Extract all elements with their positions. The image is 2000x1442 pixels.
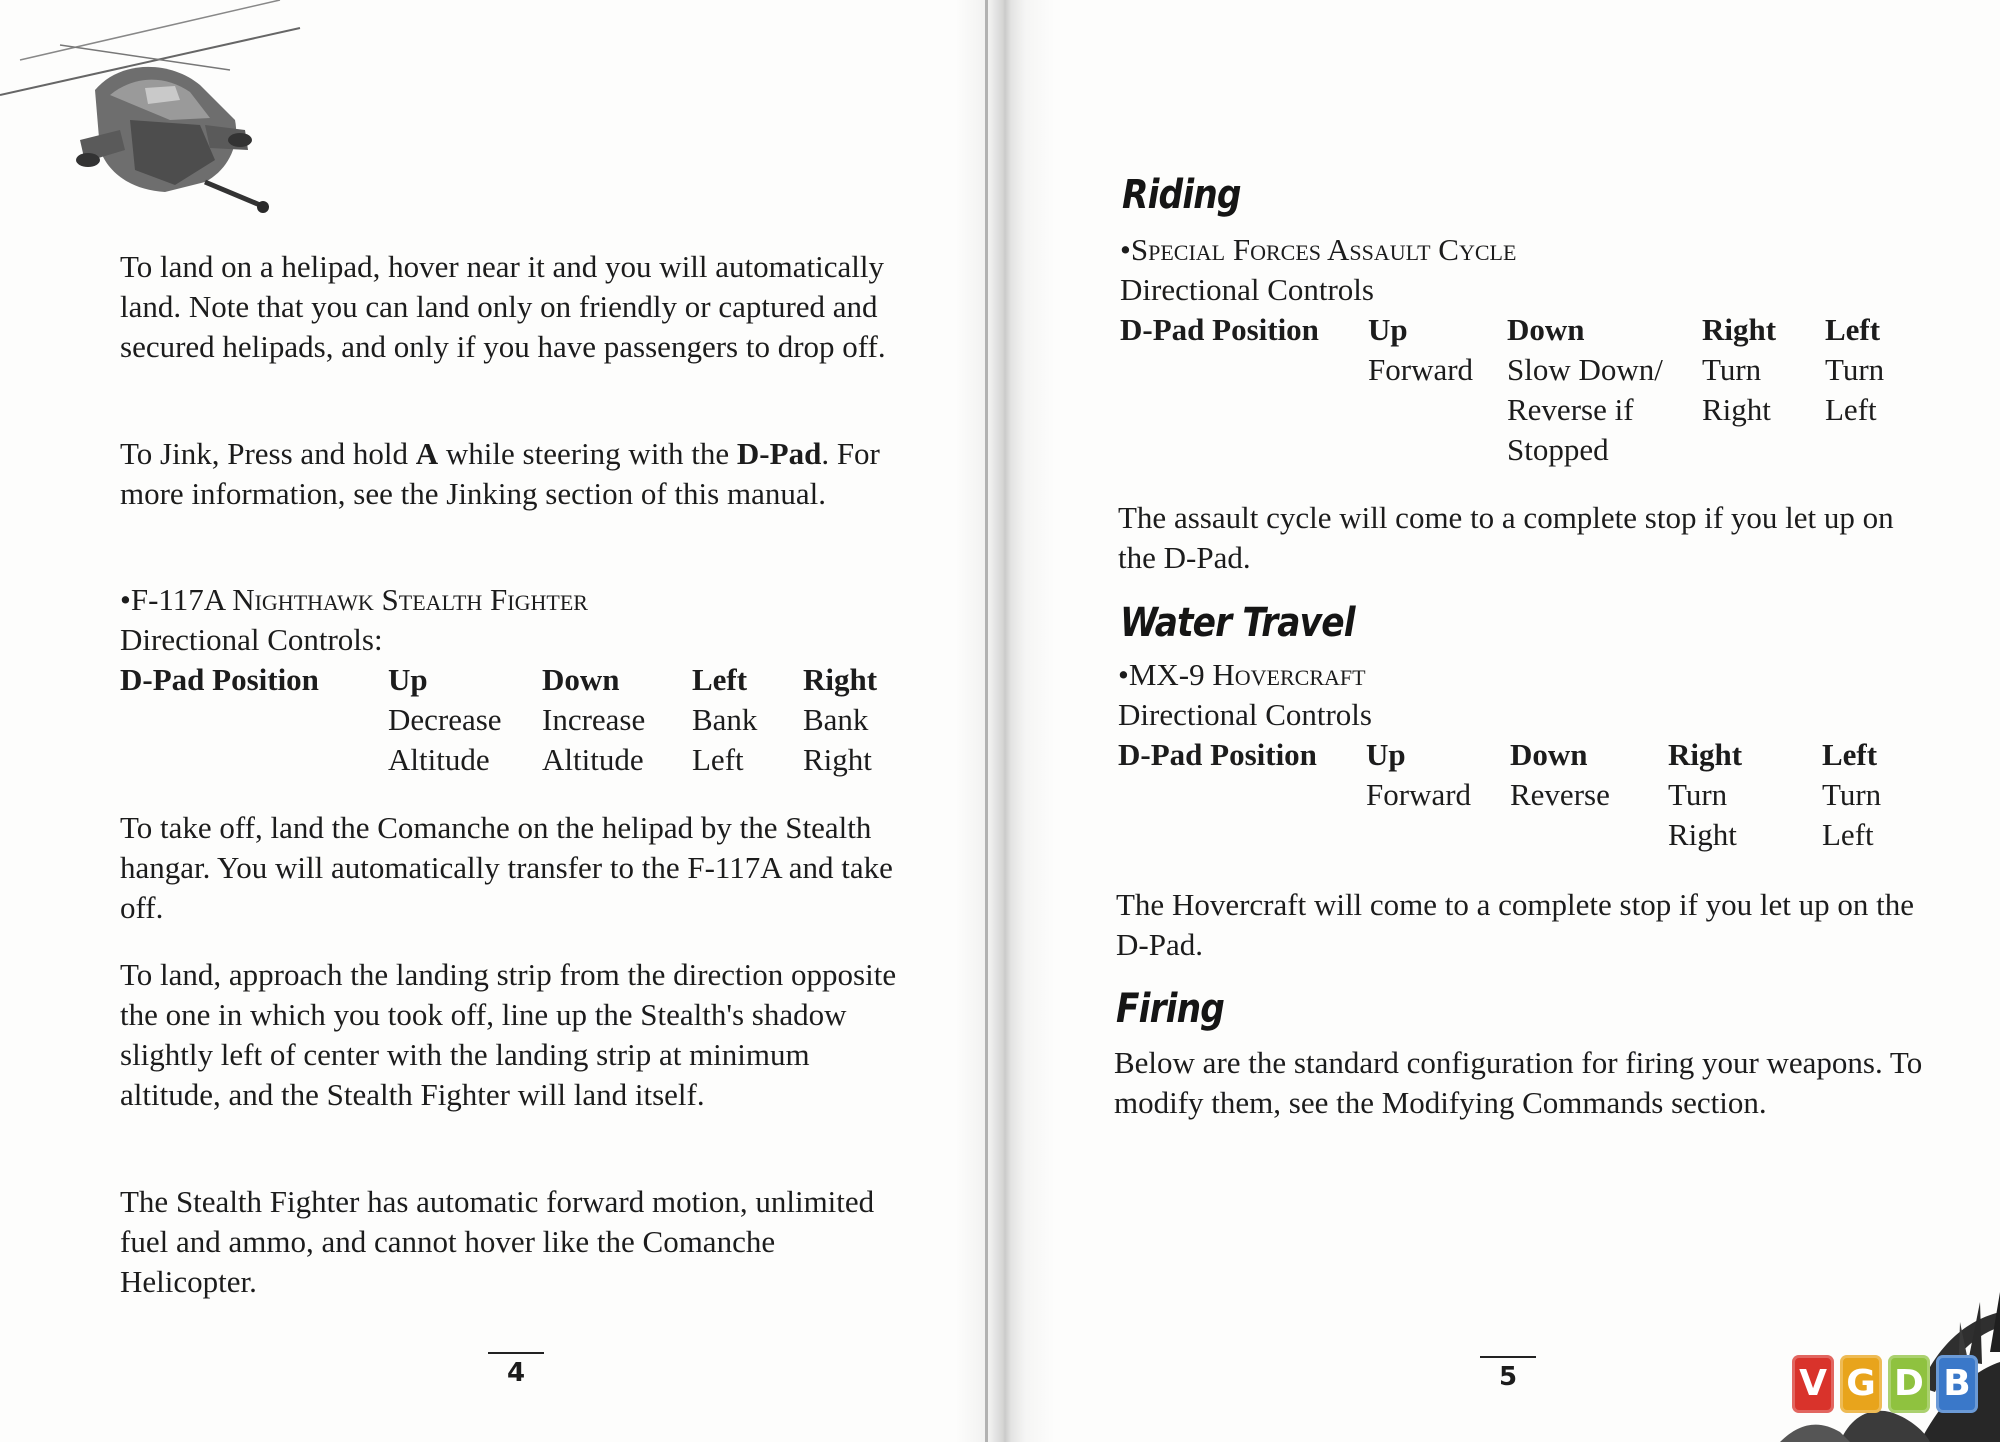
firing-paragraph: Below are the standard configuration for firing your weapons. To modify them, see the Modifying Commands section. [1114,1045,1923,1120]
col-down-value: Reverse [1510,777,1610,812]
col-left-header: Left [692,662,748,697]
vgdb-watermark [1792,1355,1992,1419]
jink-key: A [415,436,439,471]
hovercraft-heading [1118,655,1366,695]
bullet: • [1120,232,1131,267]
riding-title: Riding [1122,172,1241,218]
hovercraft-controls-table [1118,735,1918,865]
col-up-header: Up [388,662,428,697]
bullet: • [120,582,131,617]
helipad-landing-paragraph: To land on a helipad, hover near it and you will automatically land. Note that you can land only on friendly or captured and secured helipads, and only if you have passengers to drop off. [120,249,886,364]
assault-cycle-heading [1120,230,1516,270]
col-left-header: Left [1825,312,1881,347]
right-page [988,0,2000,1442]
stealth-fighter-paragraph: The Stealth Fighter has automatic forward motion, unlimited fuel and ammo, and cannot hover like the Comanche Helicopter. [120,1184,875,1299]
dpad-position-header: D-Pad Position [120,662,319,697]
col-left-value: Turn Left [1825,352,1885,427]
watermark-tile-g: G [1840,1355,1882,1413]
dpad-position-header: D-Pad Position [1120,312,1319,347]
stealth-fighter-heading [120,580,588,620]
col-right-header: Right [1668,737,1743,772]
helicopter-illustration [0,0,330,230]
vehicle-name: MX-9 Hovercraft [1128,657,1366,692]
col-down-header: Down [1510,737,1588,772]
col-down-header: Down [1507,312,1585,347]
watermark-tile-b: B [1936,1355,1978,1413]
bullet: • [1118,657,1129,692]
page-number-rule-left [488,1352,544,1354]
vehicle-name: Special Forces Assault Cycle [1130,232,1517,267]
col-up-value: Forward [1366,777,1472,812]
page-number-left: 4 [506,1358,526,1388]
jink-paragraph [120,434,920,514]
stealth-controls-table [120,660,920,790]
water-travel-title: Water Travel [1120,600,1355,646]
col-left-header: Left [1822,737,1878,772]
col-left-value: Turn Left [1822,777,1882,852]
col-up-header: Up [1368,312,1408,347]
col-up-header: Up [1366,737,1406,772]
page-number-rule-right [1480,1356,1536,1358]
takeoff-paragraph: To take off, land the Comanche on the helipad by the Stealth hangar. You will automatically transfer to the F-117A and take off. [120,810,893,925]
watermark-tile-d: D [1888,1355,1930,1413]
col-down-value: Increase Altitude [542,702,646,777]
vehicle-name: F-117A Nighthawk Stealth Fighter [130,582,588,617]
left-page [0,0,985,1442]
landing-strip-paragraph: To land, approach the landing strip from the direction opposite the one in which you took off, line up the Stealth's shadow slightly left of center with the landing strip at minimum altitude, and the Stealth Fighter will land itself. [120,957,897,1112]
col-right-value: Turn Right [1668,777,1737,852]
col-right-value: Bank Right [803,702,872,777]
firing-title: Firing [1116,986,1225,1032]
jink-dpad: D-Pad [736,436,822,471]
dpad-position-header: D-Pad Position [1118,737,1317,772]
hovercraft-note: The Hovercraft will come to a complete stop if you let up on the D-Pad. [1116,887,1915,962]
jink-text-2: while steering with the [438,436,737,471]
col-right-header: Right [1702,312,1777,347]
jink-text-1: To Jink, Press and hold [120,436,416,471]
directional-controls-label: Directional Controls [1120,272,1374,307]
col-up-value: Decrease Altitude [388,702,502,777]
assault-cycle-note: The assault cycle will come to a complete stop if you let up on the D-Pad. [1118,500,1894,575]
col-right-header: Right [803,662,878,697]
directional-controls-label: Directional Controls: [120,622,383,657]
col-left-value: Bank Left [692,702,758,777]
page-number-right: 5 [1498,1362,1518,1392]
col-down-header: Down [542,662,620,697]
jink-text-3: . For more information, see the Jinking section of this manual. [120,436,880,511]
directional-controls-label: Directional Controls [1118,697,1372,732]
watermark-tile-v: V [1792,1355,1834,1413]
col-up-value: Forward [1368,352,1474,387]
col-right-value: Turn Right [1702,352,1771,427]
col-down-value: Slow Down/ Reverse if Stopped [1507,352,1663,467]
assault-cycle-controls-table [1120,310,1920,480]
